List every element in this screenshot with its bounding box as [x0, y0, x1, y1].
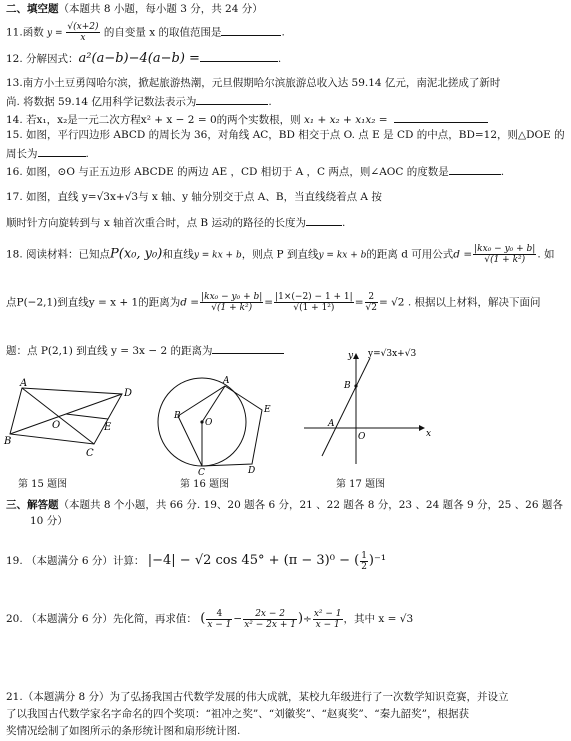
label-x: x — [426, 429, 432, 439]
answer-blank[interactable] — [394, 111, 488, 123]
q11-fraction: $\frac{√(x+2)}{x}$ — [67, 22, 99, 43]
answer-blank[interactable] — [449, 163, 501, 175]
label-o: O — [52, 420, 61, 431]
label-e: E — [264, 405, 271, 415]
question-17-line1: 17. 如图，直线 y=√3x+√3与 x 轴、y 轴分别交于点 A、B，当直线绕着点 A 按 — [6, 191, 382, 203]
fraction: $\frac{4}{x - 1}$ — [207, 608, 232, 630]
label-e: E — [104, 422, 112, 433]
question-21-line3: 奖情况绘制了如图所示的条形统计图和扇形统计图. — [6, 725, 241, 737]
figure-16 — [150, 372, 280, 476]
label-c: C — [86, 448, 94, 459]
answer-blank[interactable] — [306, 214, 342, 226]
question-15-line1: 15. 如图，平行四边形 ABCD 的周长为 36，对角线 AC，BD 相交于点 O. 点 E 是 CD 的中点，BD=12，则△DOE 的 — [6, 129, 565, 141]
label-d: D — [124, 388, 133, 399]
label-y: y — [348, 351, 354, 361]
center-point — [200, 420, 203, 423]
question-18-line1: 18. 阅读材料：已知点P(x₀, y₀)和直线y = kx + b，则点 P 到直线y = kx + b的距离 d 可用公式d = $\frac{\text{|kx₀ − y₀ + b|}}{\text{√(1 + k²)}}$ . 如 — [6, 244, 555, 265]
figure-17-caption: 第 17 题图 — [336, 479, 386, 490]
question-17-line2: 顺时针方向旋转到与 x 轴首次重合时，点 B 运动的路径的长度为 . — [6, 214, 345, 230]
fraction: $\frac{|1\times(-2) - 1 + 1|}{\text{√(1 + 1²)}}$ — [275, 292, 353, 313]
half-fraction: $\frac{1}{2}$ — [361, 550, 367, 572]
figure-17 — [300, 346, 440, 470]
question-18-line2: 点P(−2,1)到直线y = x + 1的距离为d = $\frac{\text{|kx₀ − y₀ + b|}}{\text{√(1 + k²)}}$ = $\frac{|1\times(-2) - 1 + 1|}{\text{√(1 + 1²)}}$ = $\frac{2}{√2}$ = √2 . 根据以上材料，解决下面问 — [6, 292, 541, 313]
label-o: O — [358, 432, 366, 442]
distance-formula-fraction: $\frac{\text{|kx₀ − y₀ + b|}}{\text{√(1 + k²)}}$ — [474, 244, 536, 265]
question-16: 16. 如图，⊙O 与正五边形 ABCDE 的两边 AE ，CD 相切于 A ，C 两点，则∠AOC 的度数是 . — [6, 163, 504, 179]
question-11: 11.函数 y = $\frac{√(x+2)}{x}$ 的自变量 x 的取值范围是 . — [6, 22, 285, 43]
fraction: $\frac{2x - 2}{\text{x² − 2x + 1}}$ — [244, 608, 296, 630]
section3-heading: 三、解答题（本题共 8 个小题，共 66 分. 19、20 题各 6 分，21 、22 题各 8 分，23 、24 题各 9 分，25 、26 题各 — [6, 499, 563, 511]
figure-16-caption: 第 16 题图 — [180, 479, 230, 490]
answer-blank[interactable] — [38, 145, 86, 157]
fraction: $\frac{2}{√2}$ — [365, 292, 377, 313]
answer-blank[interactable] — [212, 342, 284, 354]
segment-oe — [66, 414, 108, 419]
question-13-line1: 13.南方小土豆勇闯哈尔滨，掀起旅游热潮，元旦假期哈尔滨旅游总收入达 59.14 亿元，南泥北搓成了新时 — [6, 77, 501, 89]
question-18-line3: 题：点 P(2,1) 到直线 y = 3x − 2 的距离为 — [6, 342, 284, 358]
question-19: 19. （本题满分 6 分）计算： |−4| − √2 cos 45° + (π − 3)⁰ − ( $\frac{1}{2}$ )⁻¹ — [6, 550, 387, 572]
line-equation-label: y=√3x+√3 — [368, 349, 417, 359]
label-b: B — [344, 381, 351, 391]
fraction: $\frac{\text{|kx₀ − y₀ + b|}}{\text{√(1 + k²)}}$ — [201, 292, 263, 313]
question-12: 12. 分解因式：a²(a−b)−4(a−b) = . — [6, 51, 282, 66]
question-21-line1: 21.（本题满分 8 分）为了弘扬我国古代数学发展的伟大成就，某校九年级进行了一次数学知识竞赛，并设立 — [6, 691, 509, 703]
label-a: A — [20, 378, 28, 389]
answer-blank[interactable] — [221, 24, 281, 36]
radius-oa — [202, 386, 225, 422]
label-c: C — [198, 468, 205, 478]
answer-blank[interactable] — [196, 93, 268, 105]
question-20: 20. （本题满分 6 分）先化简，再求值： ( $\frac{4}{x - 1}$ − $\frac{2x - 2}{\text{x² − 2x + 1}}$ )÷ $\frac{\text{x² − 1}}{x - 1}$ ，其中 x = √3 — [6, 608, 414, 630]
label-b: B — [4, 436, 12, 447]
section3-heading-cont: 10 分） — [30, 515, 68, 527]
label-a: A — [328, 419, 335, 429]
pentagon-abcde — [178, 386, 262, 466]
question-15-line2: 周长为 . — [6, 145, 89, 161]
label-a: A — [223, 376, 230, 386]
figure-15-caption: 第 15 题图 — [18, 479, 68, 490]
question-21-line2: 了以我国古代数学家名字命名的四个奖项：“祖冲之奖”、“刘徽奖”、“赵爽奖”、“秦九韶奖”，根据获 — [6, 708, 469, 720]
point-b — [354, 384, 357, 387]
parallelogram-abcd — [10, 388, 122, 444]
fraction: $\frac{\text{x² − 1}}{x - 1}$ — [313, 608, 342, 630]
label-d: D — [248, 466, 256, 476]
label-b: B — [174, 411, 181, 421]
question-13-line2: 尚. 将数据 59.14 亿用科学记数法表示为 . — [6, 93, 272, 109]
section2-heading: 二、填空题（本题共 8 小题，每小题 3 分，共 24 分） — [6, 3, 263, 15]
figure-15 — [6, 378, 136, 466]
label-o: O — [205, 418, 213, 428]
answer-blank[interactable] — [200, 50, 278, 62]
question-14: 14. 若x₁，x₂是一元二次方程x² + x − 2 = 0的两个实数根，则 x₁ + x₂ + x₁x₂ = — [6, 111, 488, 127]
